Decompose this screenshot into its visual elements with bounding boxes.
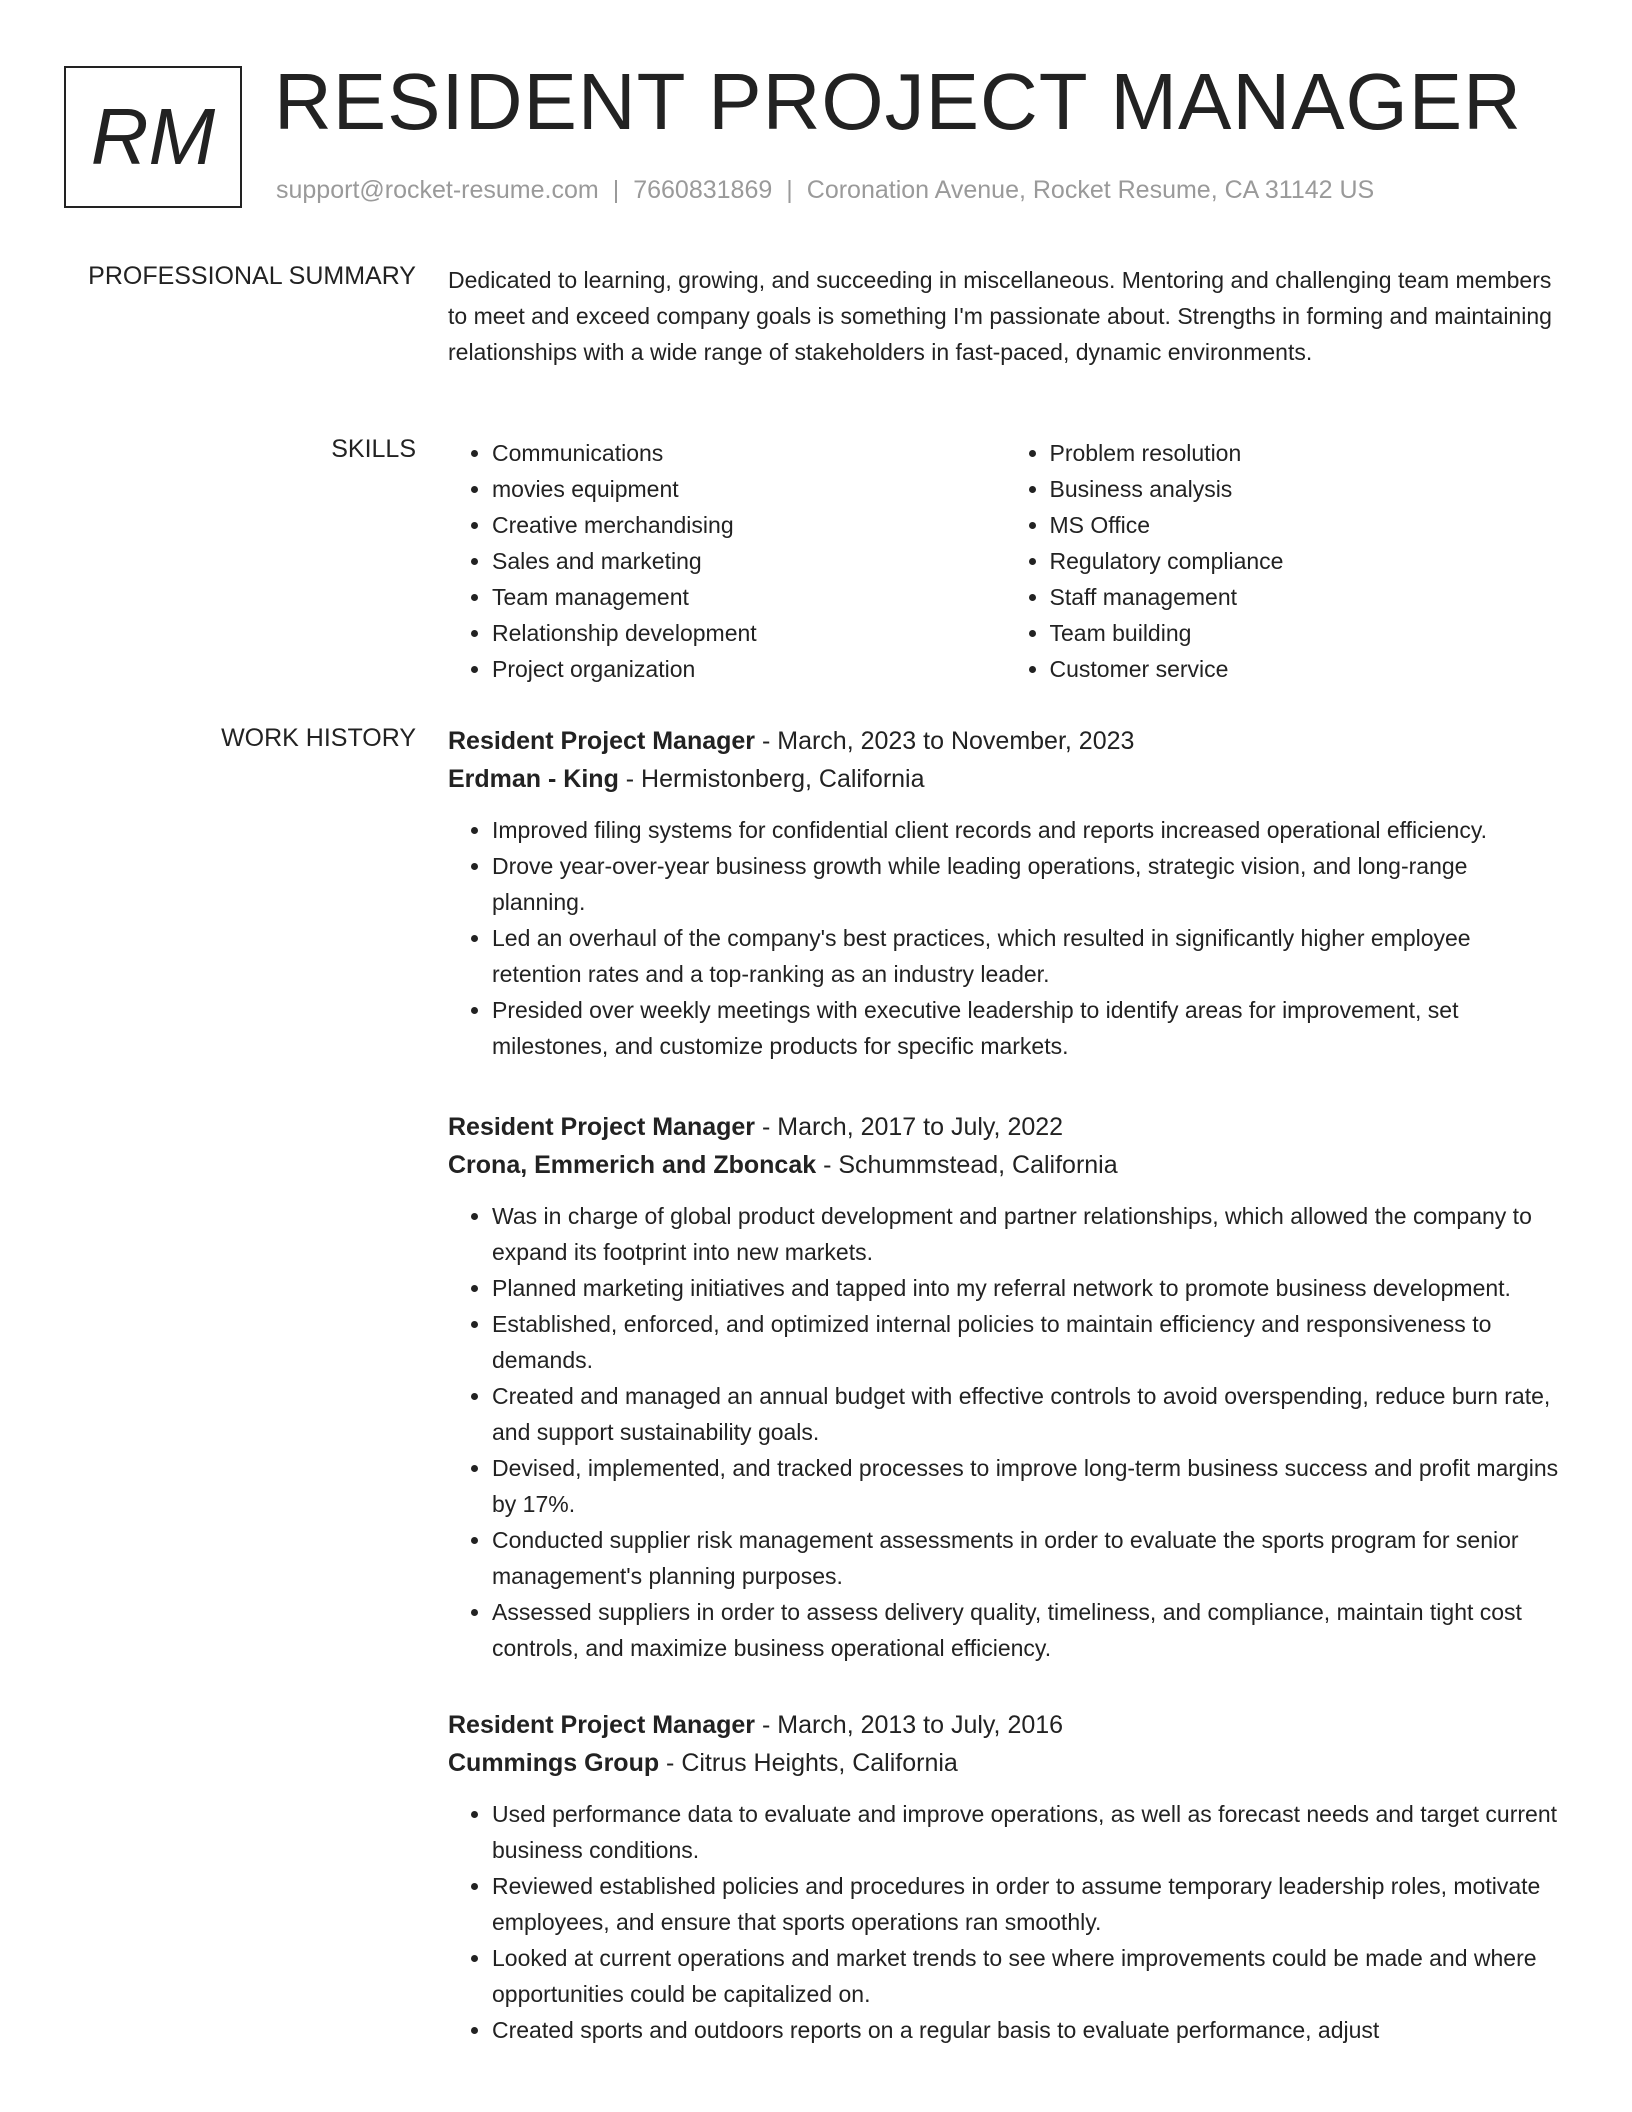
- job-title-line: [448, 1108, 1563, 1146]
- skills-list-right: [1006, 435, 1564, 687]
- job-title: Resident Project Manager: [448, 1113, 756, 1141]
- job-bullet: • Created sports and outdoors reports on a regular basis to evaluate performance, adjust: [492, 2012, 1563, 2048]
- resume-name: RESIDENT PROJECT MANAGER: [274, 57, 1522, 146]
- job-title-line: [448, 1706, 1563, 1744]
- contact-address: Coronation Avenue, Rocket Resume, CA 31142 US: [806, 176, 1375, 204]
- skill-item: • Regulatory compliance: [1050, 543, 1564, 579]
- skill-item: • Customer service: [1050, 651, 1564, 687]
- job-bullets: [448, 1796, 1563, 2048]
- job-bullet: • Presided over weekly meetings with executive leadership to identify areas for improvement, set milestones, and customize products for specific markets.: [492, 992, 1563, 1064]
- job-bullet: • Improved filing systems for confidential client records and reports increased operational efficiency.: [492, 812, 1563, 848]
- job-location: - Hermistonberg, California: [618, 765, 925, 793]
- skill-item: • Team building: [1050, 615, 1564, 651]
- monogram-initials: RM: [90, 92, 216, 181]
- skills-list-left: [448, 435, 1006, 687]
- skills-columns: [448, 435, 1563, 687]
- job-company: Cummings Group: [448, 1749, 660, 1777]
- job-title: Resident Project Manager: [448, 1711, 756, 1739]
- job-bullet: • Planned marketing initiatives and tapped into my referral network to promote business development.: [492, 1270, 1563, 1306]
- job-title: Resident Project Manager: [448, 727, 756, 755]
- job-bullets: [448, 812, 1563, 1064]
- job-bullet: • Assessed suppliers in order to assess delivery quality, timeliness, and compliance, maintain tight cost controls, and maximize business operational efficiency.: [492, 1594, 1563, 1666]
- job-entry: [448, 722, 1563, 1064]
- job-bullet: • Looked at current operations and market trends to see where improvements could be made and where opportunities could be capitalized on.: [492, 1940, 1563, 2012]
- job-bullet: • Drove year-over-year business growth while leading operations, strategic vision, and long-range planning.: [492, 848, 1563, 920]
- job-company-line: [448, 1146, 1563, 1184]
- contact-phone[interactable]: 7660831869: [633, 176, 773, 204]
- skill-item: • Communications: [492, 435, 1006, 471]
- job-entry: [448, 1706, 1563, 2048]
- monogram-box: [64, 66, 242, 208]
- skill-item: • Team management: [492, 579, 1006, 615]
- job-location: - Schummstead, California: [816, 1151, 1118, 1179]
- skill-item: • Creative merchandising: [492, 507, 1006, 543]
- job-company-line: [448, 760, 1563, 798]
- work-history-body: [448, 722, 1563, 2074]
- job-bullets: [448, 1198, 1563, 1666]
- summary-label: PROFESSIONAL SUMMARY: [88, 262, 416, 290]
- work-history-label: WORK HISTORY: [221, 724, 416, 752]
- summary-text: Dedicated to learning, growing, and succeeding in miscellaneous. Mentoring and challenging team members to meet and exceed company goals is something I'm passionate about. Strengths in forming and maintaining relationships with a wide range of stakeholders in fast-paced, dynamic environments.: [448, 267, 1552, 365]
- contact-separator: |: [786, 176, 793, 204]
- job-title-line: [448, 722, 1563, 760]
- skill-item: • Staff management: [1050, 579, 1564, 615]
- job-bullet: • Used performance data to evaluate and improve operations, as well as forecast needs and target current business conditions.: [492, 1796, 1563, 1868]
- job-dates: - March, 2023 to November, 2023: [755, 727, 1135, 755]
- contact-separator: |: [612, 176, 620, 204]
- job-location: - Citrus Heights, California: [659, 1749, 958, 1777]
- skill-item: • Sales and marketing: [492, 543, 1006, 579]
- contact-email[interactable]: support@rocket-resume.com: [276, 176, 599, 204]
- job-company: Erdman - King: [448, 765, 619, 793]
- skills-label: SKILLS: [331, 435, 416, 463]
- job-bullet: • Established, enforced, and optimized internal policies to maintain efficiency and responsiveness to demands.: [492, 1306, 1563, 1378]
- job-dates: - March, 2013 to July, 2016: [755, 1711, 1064, 1739]
- summary-body: [448, 262, 1563, 370]
- job-bullet: • Created and managed an annual budget with effective controls to avoid overspending, reduce burn rate, and support sustainability goals.: [492, 1378, 1563, 1450]
- skill-item: • Business analysis: [1050, 471, 1564, 507]
- skill-item: • movies equipment: [492, 471, 1006, 507]
- skill-item: • Relationship development: [492, 615, 1006, 651]
- job-bullet: • Was in charge of global product development and partner relationships, which allowed the company to expand its footprint into new markets.: [492, 1198, 1563, 1270]
- job-company-line: [448, 1744, 1563, 1782]
- job-bullet: • Conducted supplier risk management assessments in order to evaluate the sports program for senior management's planning purposes.: [492, 1522, 1563, 1594]
- skill-item: • Problem resolution: [1050, 435, 1564, 471]
- skill-item: • Project organization: [492, 651, 1006, 687]
- job-bullet: • Devised, implemented, and tracked processes to improve long-term business success and profit margins by 17%.: [492, 1450, 1563, 1522]
- contact-line: [276, 176, 1374, 205]
- job-entry: [448, 1108, 1563, 1666]
- job-bullet: • Led an overhaul of the company's best practices, which resulted in significantly higher employee retention rates and a top-ranking as an industry leader.: [492, 920, 1563, 992]
- job-bullet: • Reviewed established policies and procedures in order to assume temporary leadership roles, motivate employees, and ensure that sports operations ran smoothly.: [492, 1868, 1563, 1940]
- skills-body: [448, 435, 1563, 687]
- job-company: Crona, Emmerich and Zboncak: [448, 1151, 817, 1179]
- skill-item: • MS Office: [1050, 507, 1564, 543]
- job-dates: - March, 2017 to July, 2022: [755, 1113, 1064, 1141]
